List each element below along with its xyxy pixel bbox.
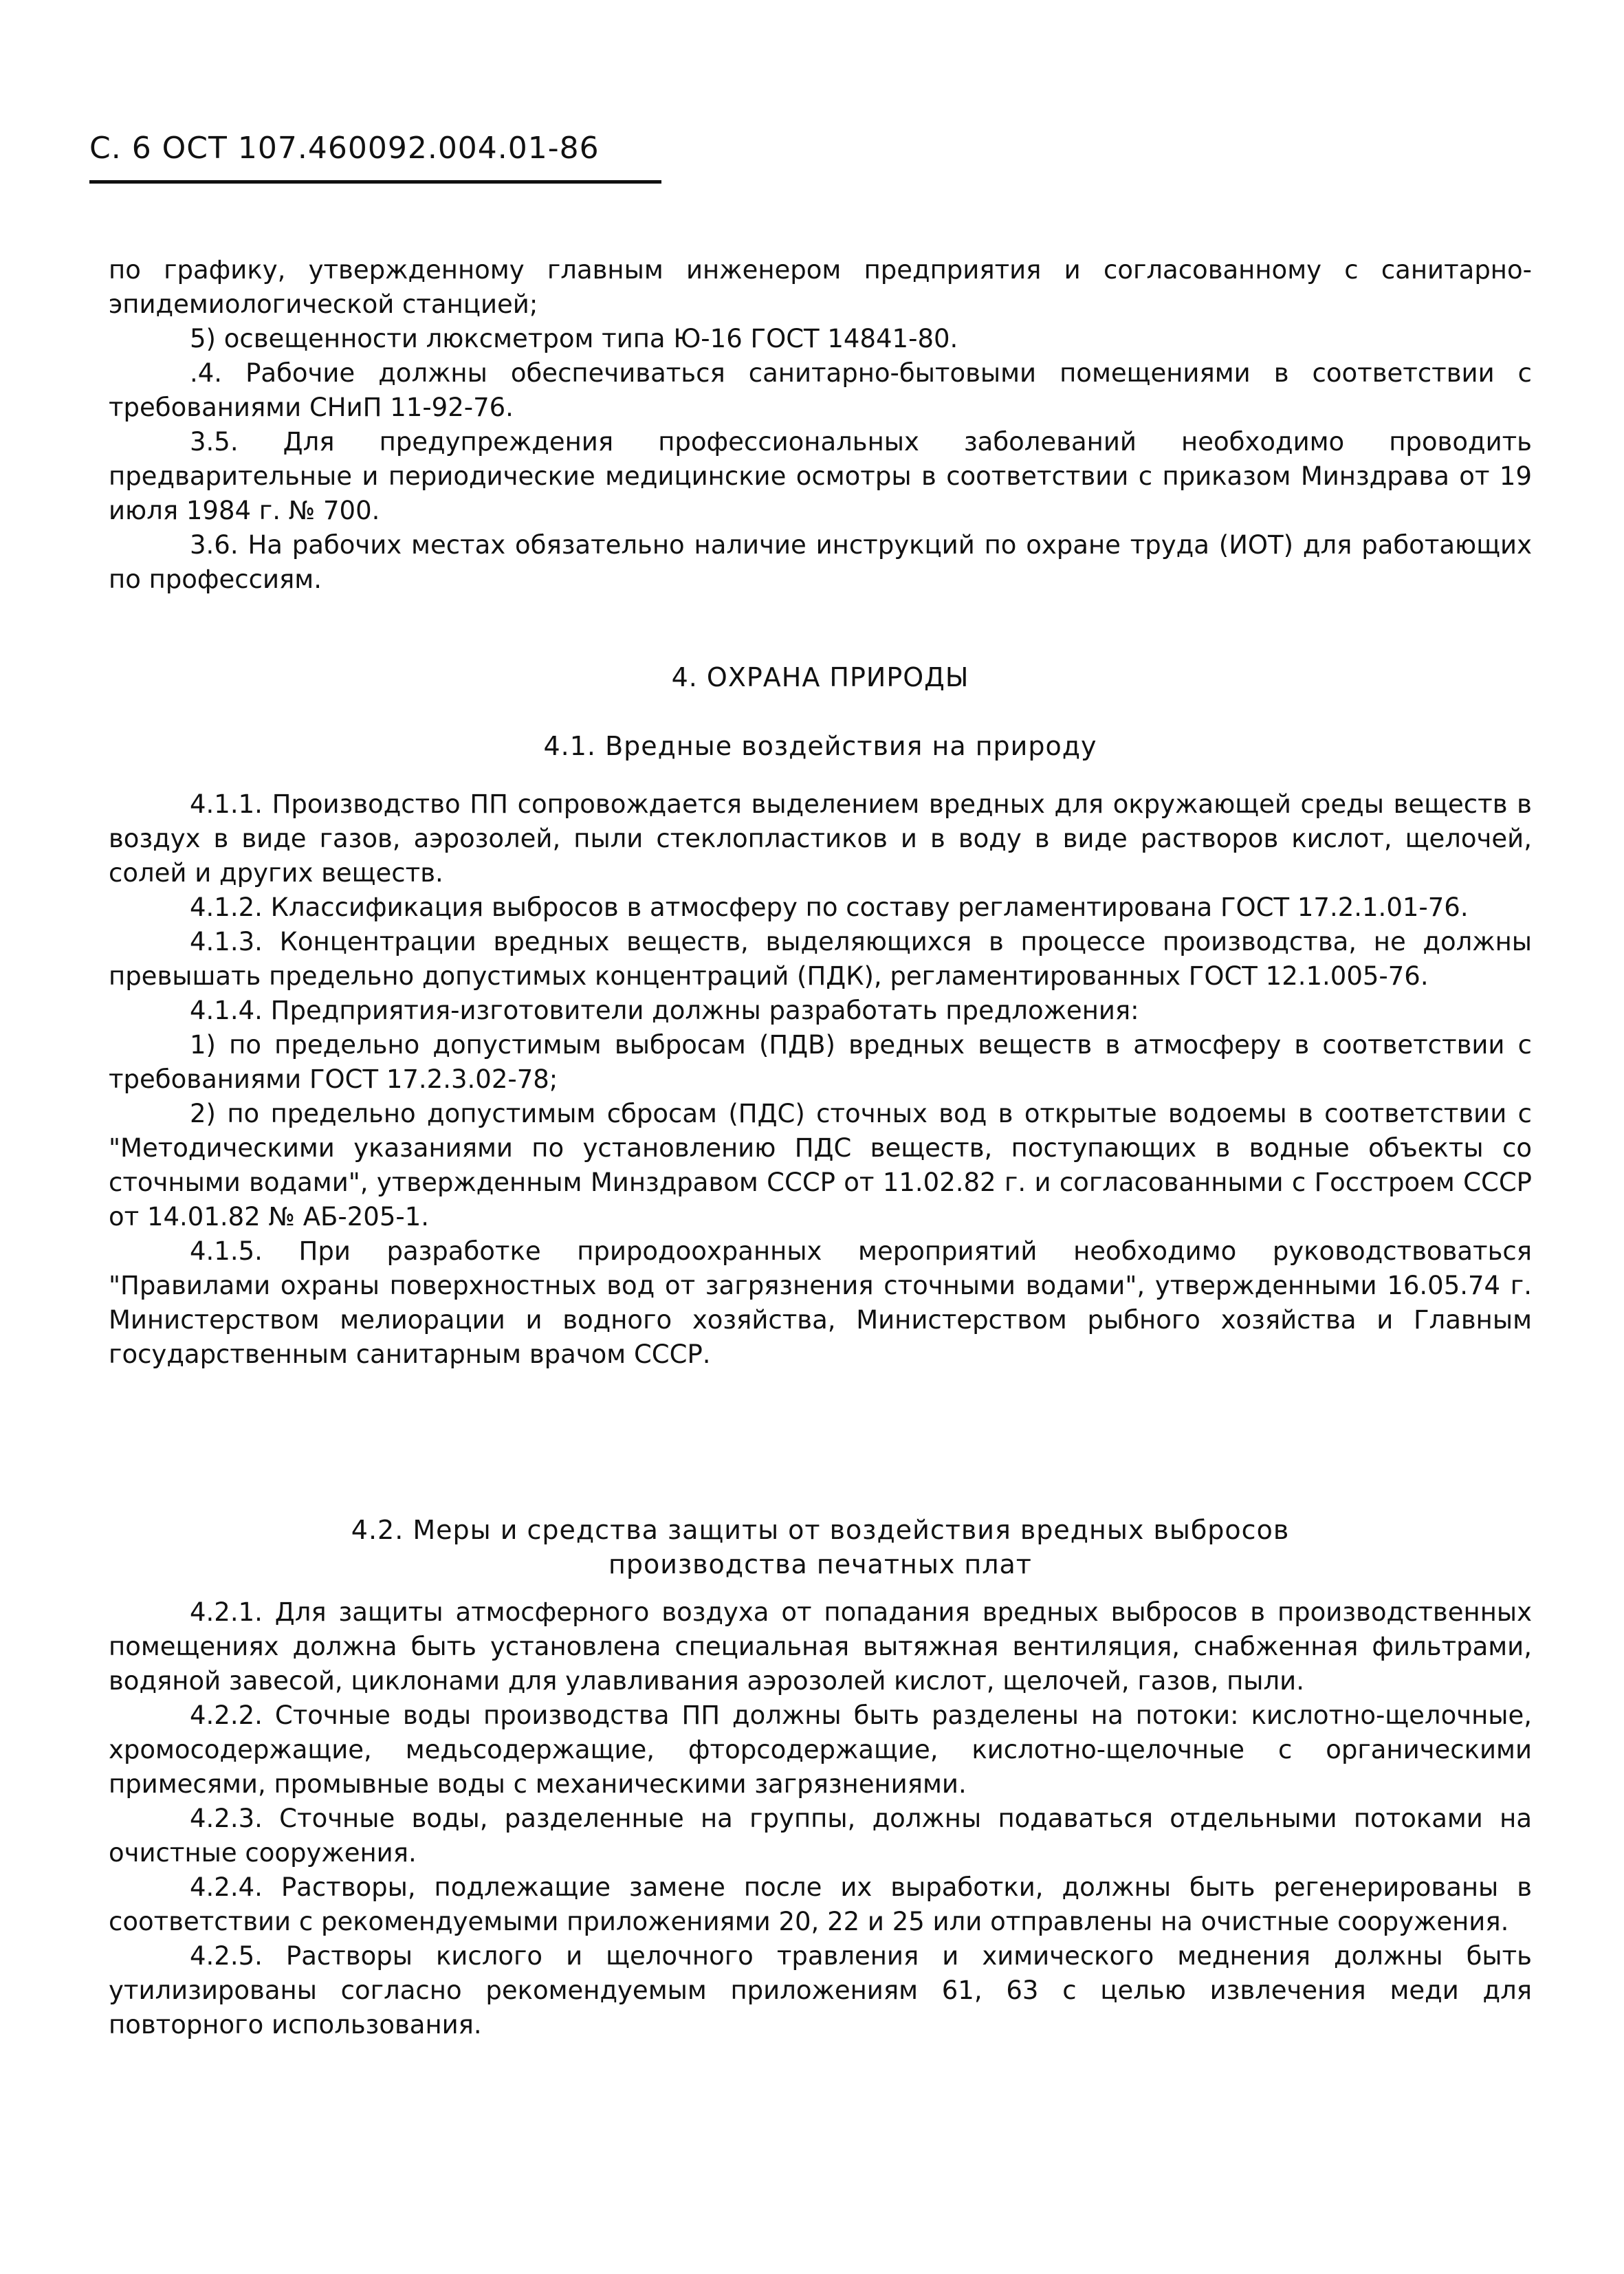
paragraph: по графику, утвержденному главным инженером предприятия и согласованному с санитарно-эпидемиологической станцией; [109, 255, 1532, 319]
subsection-title-protection [109, 1513, 1532, 1582]
paragraph: 4.1.1. Производство ПП сопровождается выделением вредных для окружающей среды веществ в воздух в виде газов, аэрозолей, пыли стеклопластиков и в воду в виде растворов кислот, щелочей, солей и других веществ. [109, 789, 1532, 888]
paragraph: 4.1.2. Классификация выбросов в атмосферу по составу регламентирована ГОСТ 17.2.1.01-76. [190, 893, 1469, 922]
paragraph: 4.2.2. Сточные воды производства ПП должны быть разделены на потоки: кислотно-щелочные, хромосодержащие, медьсодержащие, фторсодержащие, кислотно-щелочные с органическими примесями, промывные воды с механическими загрязнениями. [109, 1701, 1532, 1799]
paragraph: 4.1.5. При разработке природоохранных мероприятий необходимо руководствоваться "Правилами охраны поверхностных вод от загрязнения сточными водами", утвержденными 16.05.74 г. Министерством мелиорации и водного хозяйства, Министерством рыбного хозяйства и Главным государственным санитарным врачом СССР. [109, 1236, 1532, 1369]
paragraph: 1) по предельно допустимым выбросам (ПДВ) вредных веществ в атмосферу в соответствии с требованиями ГОСТ 17.2.3.02-78; [109, 1030, 1532, 1094]
paragraph: 3.6. На рабочих местах обязательно наличие инструкций по охране труда (ИОТ) для работающих по профессиям. [109, 530, 1532, 594]
paragraph: 4.2.4. Растворы, подлежащие замене после их выработки, должны быть регенерированы в соответствии с рекомендуемыми приложениями 20, 22 и 25 или отправлены на очистные сооружения. [109, 1872, 1532, 1936]
header-rule [89, 180, 661, 184]
page-header: С. 6 ОСТ 107.460092.004.01-86 [89, 131, 600, 166]
paragraph: 5) освещенности люксметром типа Ю-16 ГОСТ 14841-80. [190, 324, 958, 353]
paragraph: 2) по предельно допустимым сбросам (ПДС) сточных вод в открытые водоемы в соответствии с "Методическими указаниями по установлению ПДС веществ, поступающих в водные объекты со сточными водами", утвержденным Минздравом СССР от 11.02.82 г. и согласованными с Госстроем СССР от 14.01.82 № АБ-205-1. [109, 1099, 1532, 1232]
text-block-protection-measures [109, 1595, 1532, 2042]
section-title: 4. ОХРАНА ПРИРОДЫ [671, 662, 969, 692]
text-block-intro [109, 253, 1532, 597]
paragraph: 4.2.1. Для защиты атмосферного воздуха от попадания вредных выбросов в производственных помещениях должна быть установлена специальная вытяжная вентиляция, снабженная фильтрами, водяной завесой, циклонами для улавливания аэрозолей кислот, щелочей, газов, пыли. [109, 1597, 1532, 1696]
paragraph: 4.1.3. Концентрации вредных веществ, выделяющихся в процессе производства, не должны превышать предельно допустимых концентраций (ПДК), регламентированных ГОСТ 12.1.005-76. [109, 927, 1532, 991]
paragraph: .4. Рабочие должны обеспечиваться санитарно-бытовыми помещениями в соответствии с требованиями СНиП 11-92-76. [109, 358, 1532, 422]
text-block-harmful-effects [109, 787, 1532, 1372]
subsection-title: 4.1. Вредные воздействия на природу [543, 731, 1097, 761]
paragraph: 3.5. Для предупреждения профессиональных заболеваний необходимо проводить предварительные и периодические медицинские осмотры в соответствии с приказом Минздрава от 19 июля 1984 г. № 700. [109, 427, 1532, 525]
subsection-title-line: 4.2. Меры и средства защиты от воздействия вредных выбросов [351, 1515, 1290, 1545]
paragraph: 4.2.3. Сточные воды, разделенные на группы, должны подаваться отдельными потоками на очистные сооружения. [109, 1804, 1532, 1868]
paragraph: 4.1.4. Предприятия-изготовители должны разработать предложения: [190, 996, 1139, 1025]
subsection-title-line: производства печатных плат [608, 1549, 1032, 1579]
paragraph: 4.2.5. Растворы кислого и щелочного травления и химического меднения должны быть утилизированы согласно рекомендуемым приложениям 61, 63 с целью извлечения меди для повторного использования. [109, 1941, 1532, 2040]
